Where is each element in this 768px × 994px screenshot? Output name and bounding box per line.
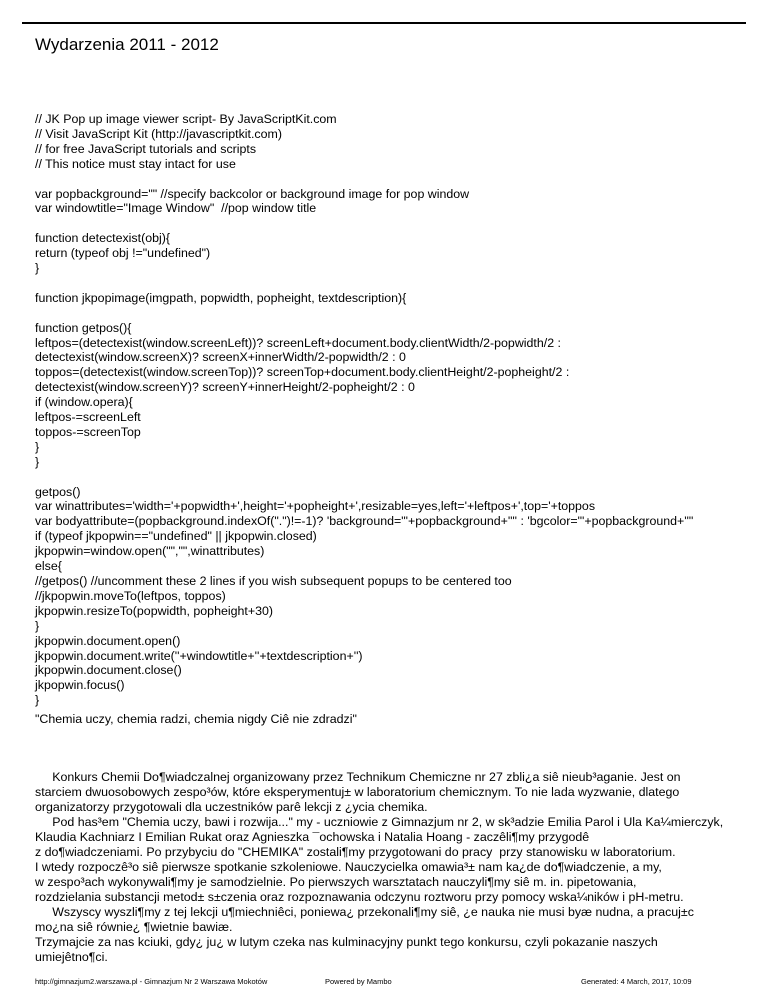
script-line — [35, 216, 750, 231]
script-line: detectexist(window.screenY)? screenY+innerHeight/2-popheight/2 : 0 — [35, 380, 415, 395]
script-line: var bodyattribute=(popbackground.indexOf(".")!=-1)? 'background="'+popbackground+'"' : 'bgcolor="'+popbackground+'"' — [35, 514, 694, 529]
article-line: rozdzielania substancji metod± s±czenia oraz rozpoznawania odczynu roztworu przy pomocy wska¼ników i pH-metru. — [35, 890, 684, 904]
script-line: var windowtitle="Image Window" //pop window title — [35, 201, 317, 216]
script-line: else{ — [35, 559, 62, 574]
script-line: getpos() — [35, 484, 81, 499]
script-line: detectexist(window.screenX)? screenX+innerWidth/2-popwidth/2 : 0 — [35, 350, 406, 365]
article-line: Trzymajcie za nas kciuki, gdy¿ ju¿ w lutym czeka nas kulminacyjny punkt tego konkursu, czyli pokazanie naszych — [35, 935, 658, 949]
script-line: } — [35, 454, 40, 469]
script-line: jkpopwin.document.open() — [35, 633, 181, 648]
script-line: return (typeof obj !="undefined") — [35, 246, 211, 261]
article-body — [35, 770, 750, 965]
top-divider — [22, 22, 746, 24]
footer-powered-by: Powered by Mambo — [325, 977, 392, 986]
footer-site-link[interactable]: http://gimnazjum2.warszawa.pl - Gimnazjum Nr 2 Warszawa Mokotów — [35, 977, 268, 986]
script-line — [35, 470, 750, 485]
script-line: // Visit JavaScript Kit (http://javascriptkit.com) — [35, 126, 282, 141]
page-footer — [35, 976, 725, 988]
article-line: starciem dwuosobowych zespo³ów, które eksperymentuj± w laboratorium chemicznym. To nie lada wyzwanie, dlatego — [35, 785, 680, 799]
script-line — [35, 306, 750, 321]
script-line: jkpopwin.document.close() — [35, 663, 182, 678]
article-quote-heading: "Chemia uczy, chemia radzi, chemia nigdy Ciê nie zdradzi" — [35, 712, 357, 726]
footer-generated-date: Generated: 4 March, 2017, 10:09 — [581, 977, 692, 986]
script-line: jkpopwin=window.open("","",winattributes) — [35, 544, 265, 559]
script-line: jkpopwin.document.write(''+windowtitle+''+textdescription+'') — [35, 648, 363, 663]
script-text-block — [35, 112, 750, 708]
script-line: toppos=(detectexist(window.screenTop))? screenTop+document.body.clientHeight/2-popheight/2 : — [35, 365, 570, 380]
page-title: Wydarzenia 2011 - 2012 — [35, 35, 219, 54]
article-line: organizatorzy przygotowali dla uczestników parê lekcji z ¿ycia chemika. — [35, 800, 428, 814]
script-line: function jkpopimage(imgpath, popwidth, popheight, textdescription){ — [35, 290, 407, 305]
script-line: var winattributes='width='+popwidth+',height='+popheight+',resizable=yes,left='+leftpos+',top='+toppos — [35, 499, 596, 514]
script-line: jkpopwin.resizeTo(popwidth, popheight+30) — [35, 603, 273, 618]
script-line: } — [35, 618, 40, 633]
article-line: mo¿na siê równie¿ ¶wietnie bawiæ. — [35, 920, 233, 934]
script-line: } — [35, 693, 40, 708]
script-line: // JK Pop up image viewer script- By JavaScriptKit.com — [35, 112, 337, 126]
script-line — [35, 276, 750, 291]
article-line: w zespo³ach wykonywali¶my je samodzielnie. Po pierwszych warsztatach nauczyli¶my siê m. in. pipetowania, — [35, 875, 637, 889]
article-line: I wtedy rozpoczê³o siê pierwsze spotkanie szkoleniowe. Nauczycielka omawia³± nam ka¿de do¶wiadczenie, a my, — [35, 860, 662, 874]
article-line: z do¶wiadczeniami. Po przybyciu do "CHEMIKA" zostali¶my przygotowani do pracy przy stanowisku w laboratorium. — [35, 845, 676, 859]
script-line: var popbackground="" //specify backcolor or background image for pop window — [35, 186, 470, 201]
article-line: Pod has³em "Chemia uczy, bawi i rozwija..." my - uczniowie z Gimnazjum nr 2, w sk³adzie Emilia Parol i Ula Ka¼mierczyk, — [35, 815, 724, 829]
script-line: //jkpopwin.moveTo(leftpos, toppos) — [35, 588, 226, 603]
script-line: leftpos=(detectexist(window.screenLeft))? screenLeft+document.body.clientWidth/2-popwidth/2 : — [35, 335, 561, 350]
script-line: function detectexist(obj){ — [35, 231, 170, 246]
script-line: // for free JavaScript tutorials and scripts — [35, 141, 257, 156]
article-line: Wszyscy wyszli¶my z tej lekcji u¶miechniêci, poniewa¿ przekonali¶my siê, ¿e nauka nie musi byæ nudna, a pracuj±c — [35, 905, 694, 919]
script-line: jkpopwin.focus() — [35, 678, 125, 693]
script-line: } — [35, 439, 40, 454]
article-line: Klaudia Kachniarz I Emilian Rukat oraz Agnieszka ¯ochowska i Natalia Hoang - zaczêli¶my przygodê — [35, 830, 590, 844]
script-line: // This notice must stay intact for use — [35, 156, 236, 171]
article-line: Konkurs Chemii Do¶wiadczalnej organizowany przez Technikum Chemiczne nr 27 zbli¿a siê nieub³aganie. Jest on — [35, 770, 681, 784]
script-line: if (window.opera){ — [35, 395, 133, 410]
article-line: umiejêtno¶ci. — [35, 950, 108, 964]
script-line: if (typeof jkpopwin=="undefined" || jkpopwin.closed) — [35, 529, 317, 544]
script-line: toppos-=screenTop — [35, 424, 141, 439]
script-line: function getpos(){ — [35, 320, 132, 335]
script-line: //getpos() //uncomment these 2 lines if you wish subsequent popups to be centered too — [35, 574, 512, 589]
script-line — [35, 172, 750, 187]
script-line: } — [35, 261, 40, 276]
script-line: leftpos-=screenLeft — [35, 410, 141, 425]
